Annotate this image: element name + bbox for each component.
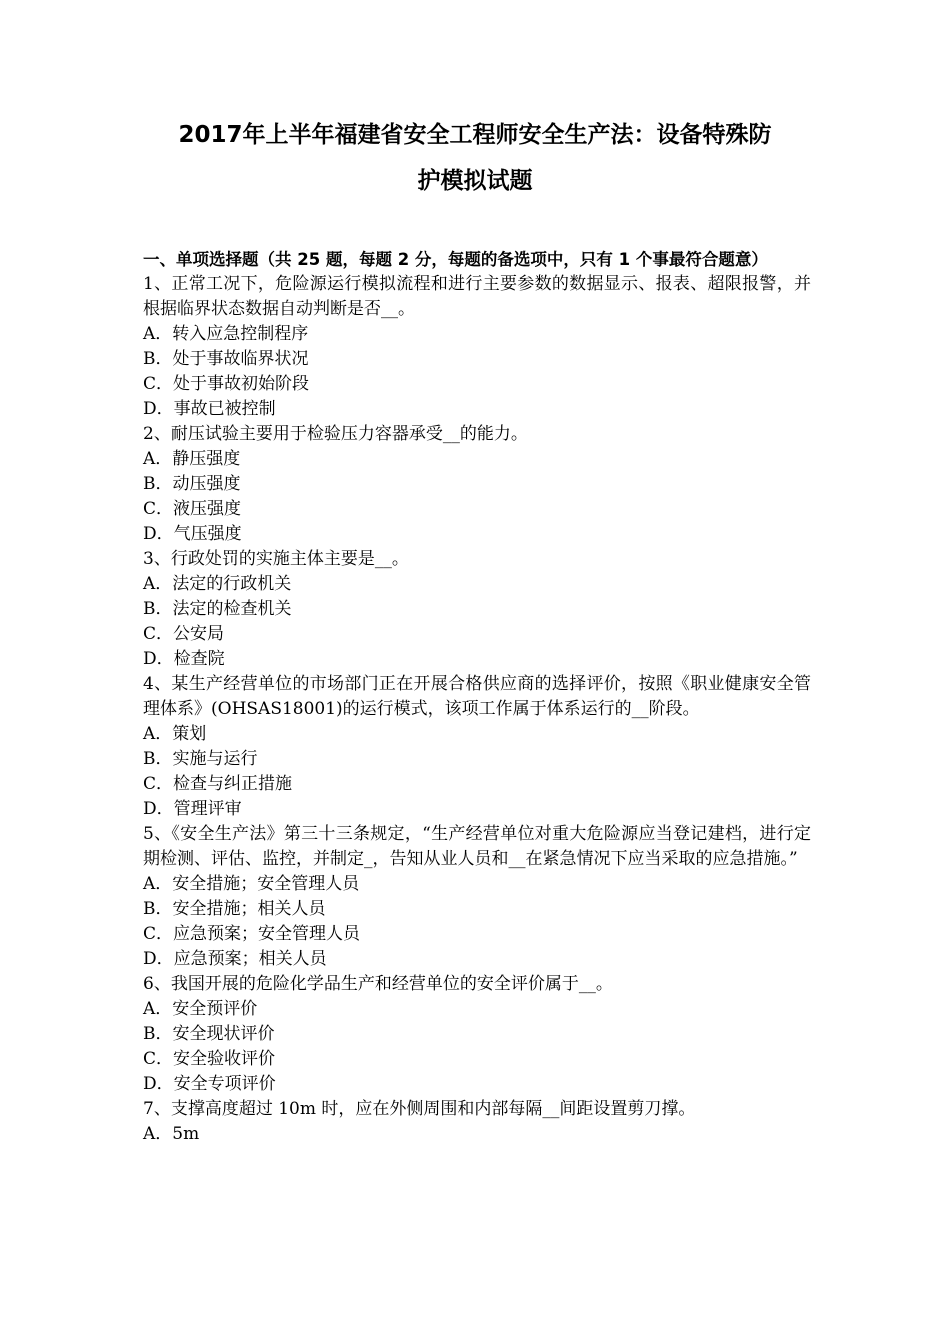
option-d: D．检查院 [143, 649, 225, 669]
question-stem: 5、《安全生产法》第三十三条规定，“生产经营单位对重大危险源应当登记建档，进行定期检测、评估、监控，并制定_，告知从业人员和__在紧急情况下应当采取的应急措施。” [143, 824, 811, 869]
document-title-line-1: 2017年上半年福建省安全工程师安全生产法：设备特殊防 [178, 122, 772, 148]
option-c: C．公安局 [143, 624, 225, 644]
document-title [0, 112, 950, 204]
option-a: A．策划 [143, 724, 207, 744]
option-a: A．转入应急控制程序 [143, 324, 309, 344]
question-6 [143, 972, 811, 1097]
question-stem: 4、某生产经营单位的市场部门正在开展合格供应商的选择评价，按照《职业健康安全管理体系》(OHSAS18001)的运行模式，该项工作属于体系运行的__阶段。 [143, 674, 811, 719]
option-a: A．安全预评价 [143, 999, 258, 1019]
option-a: A．5m [143, 1124, 200, 1144]
option-b: B．安全措施；相关人员 [143, 899, 326, 919]
question-stem: 6、我国开展的危险化学品生产和经营单位的安全评价属于__。 [143, 974, 613, 994]
option-c: C．应急预案；安全管理人员 [143, 924, 361, 944]
option-c: C．检查与纠正措施 [143, 774, 293, 794]
option-b: B．处于事故临界状况 [143, 349, 309, 369]
question-2 [143, 422, 811, 547]
option-b: B．实施与运行 [143, 749, 258, 769]
option-d: D．事故已被控制 [143, 399, 276, 419]
option-b: B．法定的检查机关 [143, 599, 292, 619]
question-4 [143, 672, 811, 822]
option-c: C．液压强度 [143, 499, 242, 519]
document-title-line-2: 护模拟试题 [417, 168, 533, 194]
option-a: A．安全措施；安全管理人员 [143, 874, 360, 894]
document-body [143, 247, 811, 1147]
option-c: C．处于事故初始阶段 [143, 374, 310, 394]
question-stem: 1、正常工况下，危险源运行模拟流程和进行主要参数的数据显示、报表、超限报警，并根据临界状态数据自动判断是否__。 [143, 274, 811, 319]
option-b: B．安全现状评价 [143, 1024, 275, 1044]
option-a: A．法定的行政机关 [143, 574, 292, 594]
option-d: D．应急预案；相关人员 [143, 949, 327, 969]
option-d: D．气压强度 [143, 524, 242, 544]
question-1 [143, 272, 811, 422]
option-a: A．静压强度 [143, 449, 241, 469]
question-3 [143, 547, 811, 672]
section-heading: 一、单项选择题（共 25 题，每题 2 分，每题的备选项中，只有 1 个事最符合题意） [143, 250, 768, 269]
question-stem: 3、行政处罚的实施主体主要是__。 [143, 549, 409, 569]
option-d: D．管理评审 [143, 799, 242, 819]
option-b: B．动压强度 [143, 474, 241, 494]
question-7 [143, 1097, 811, 1147]
question-stem: 2、耐压试验主要用于检验压力容器承受__的能力。 [143, 424, 528, 444]
question-5 [143, 822, 811, 972]
question-stem: 7、支撑高度超过 10m 时，应在外侧周围和内部每隔__间距设置剪刀撑。 [143, 1099, 696, 1119]
option-d: D．安全专项评价 [143, 1074, 276, 1094]
option-c: C．安全验收评价 [143, 1049, 276, 1069]
